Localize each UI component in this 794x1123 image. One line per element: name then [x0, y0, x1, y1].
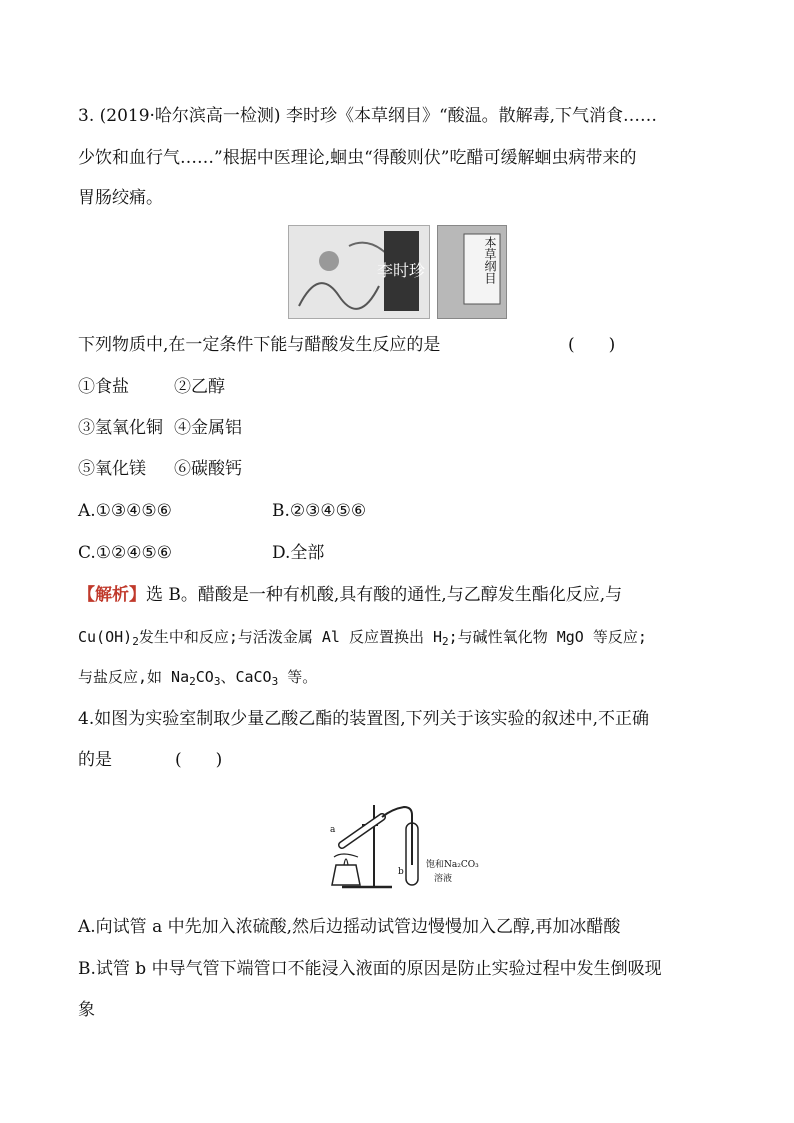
analysis-l2-sub: 2 [132, 635, 139, 648]
label-solution-2: 溶液 [434, 874, 453, 884]
analysis-l2-sub2: 2 [442, 635, 449, 648]
analysis-line-3 [78, 665, 317, 694]
q3-option-b: B.②③④⑤⑥ [272, 501, 367, 521]
analysis-text-1: 选 B。醋酸是一种有机酸,具有酸的通性,与乙醇发生酯化反应,与 [146, 585, 623, 605]
analysis-tag: 【解析】 [78, 585, 146, 605]
q3-option-a: A.①③④⑤⑥ [78, 501, 172, 521]
analysis-l3-c: 、CaCO [220, 668, 272, 686]
analysis-l3-sub1: 2 [189, 675, 196, 688]
q3-answer-paren: ( ) [568, 335, 616, 355]
q3-option-c: C.①②④⑤⑥ [78, 543, 173, 563]
q3-item-5: ⑤氧化镁 [78, 459, 146, 479]
q3-stem: 下列物质中,在一定条件下能与醋酸发生反应的是 [78, 335, 441, 355]
analysis-l2-c: ;与碱性氧化物 MgO 等反应; [448, 628, 647, 646]
q3-item-2: ②乙醇 [174, 377, 225, 397]
q4-line-2: 的是 [78, 750, 112, 770]
bencao-gangmu-cover-image [437, 225, 507, 319]
q3-line-2: 少饮和血行气……”根据中医理论,蛔虫“得酸则伏”吃醋可缓解蛔虫病带来的 [78, 148, 637, 168]
ester-apparatus-diagram [322, 795, 482, 895]
q3-item-3: ③氢氧化铜 [78, 418, 163, 438]
q3-item-4: ④金属铝 [174, 418, 242, 438]
q3-item-1: ①食盐 [78, 377, 129, 397]
label-solution-1: 饱和Na₂CO₃ [426, 860, 479, 870]
q4-option-a: A.向试管 a 中先加入浓硫酸,然后边摇动试管边慢慢加入乙醇,再加冰醋酸 [78, 917, 621, 937]
label-b: b [398, 867, 404, 877]
cover-right-title: 本草纲目 [483, 236, 497, 284]
analysis-line-1 [78, 583, 622, 607]
label-a: a [330, 825, 336, 835]
apparatus-icon [322, 795, 482, 895]
q3-line-1: 3. (2019·哈尔滨高一检测) 李时珍《本草纲目》“酸温。散解毒,下气消食…… [78, 106, 658, 126]
q4-answer-paren: ( ) [175, 750, 223, 770]
analysis-l3-sub2: 3 [213, 675, 221, 688]
q4-option-b-line-1: B.试管 b 中导气管下端管口不能浸入液面的原因是防止实验过程中发生倒吸现 [78, 959, 662, 979]
analysis-l3-b: CO [195, 668, 214, 686]
q3-option-d: D.全部 [272, 543, 325, 563]
li-shizhen-illustration-icon [289, 226, 429, 318]
analysis-l3-a: 与盐反应,如 Na [78, 668, 190, 686]
q3-line-3: 胃肠绞痛。 [78, 188, 163, 208]
li-shizhen-cover-image [288, 225, 430, 319]
cover-left-text: 李时珍 [376, 261, 426, 280]
analysis-l3-d: 等。 [278, 668, 318, 686]
analysis-line-2 [78, 625, 647, 654]
analysis-l2-a: Cu(OH) [78, 628, 133, 646]
q3-item-6: ⑥碳酸钙 [174, 459, 242, 479]
q4-option-b-line-2: 象 [78, 1000, 95, 1020]
analysis-l3-sub3: 3 [271, 675, 279, 688]
analysis-l2-b: 发生中和反应;与活泼金属 Al 反应置换出 H [138, 628, 443, 646]
q4-line-1: 4.如图为实验室制取少量乙酸乙酯的装置图,下列关于该实验的叙述中,不正确 [78, 709, 650, 729]
